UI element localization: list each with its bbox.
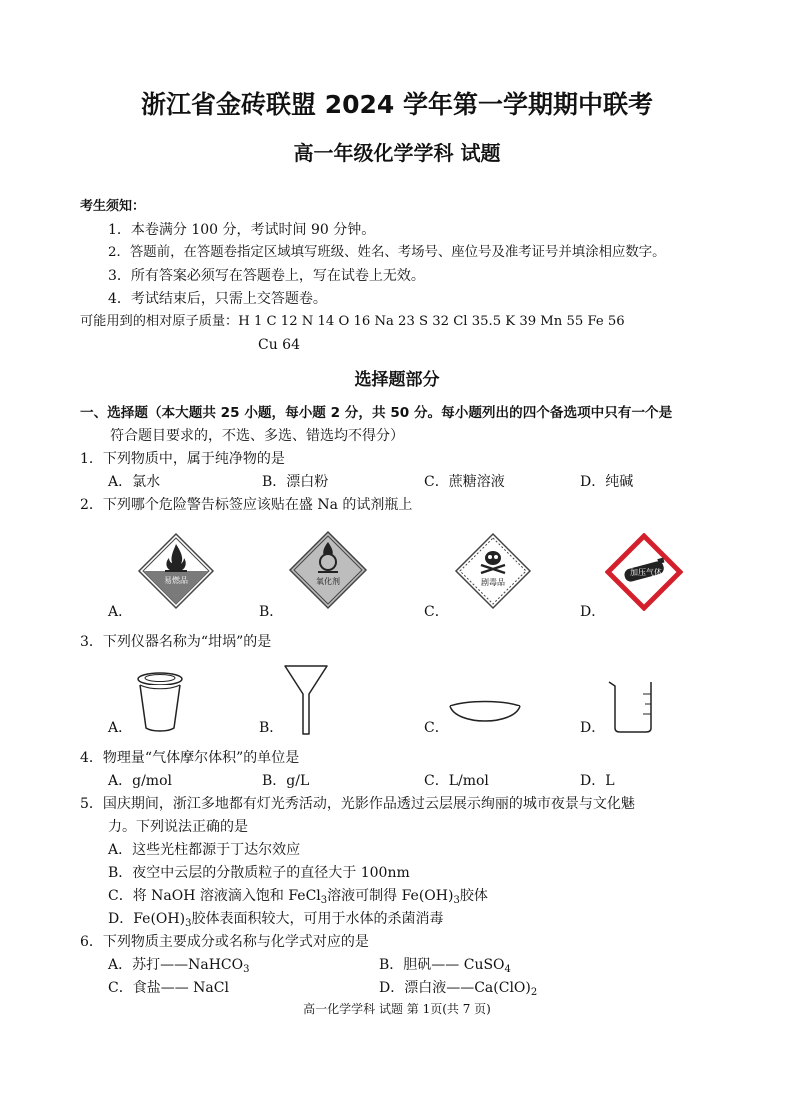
notice-item-2: 2．答题前，在答题卷指定区域填写班级、姓名、考场号、座位号及准考证号并填涂相应数字。 [108, 245, 666, 260]
q5-option-c[interactable]: C．将 NaOH 溶液滴入饱和 FeCl$_3$溶液可制得 $Fe(OH)_3$胶体 [108, 888, 488, 906]
toxic-label-text: 剧毒品 [481, 578, 505, 587]
flammable-label-text: 易燃品 [164, 576, 188, 585]
q2-stem: 2．下列哪个危险警告标签应该贴在盛 Na 的试剂瓶上 [80, 497, 413, 513]
q5-stem-line-1: 5．国庆期间，浙江多地都有灯光秀活动，光影作品透过云层展示绚丽的城市夜景与文化魅 [80, 796, 635, 812]
q5-option-a[interactable]: A．这些光柱都源于丁达尔效应 [108, 842, 301, 858]
q6-option-c[interactable]: C．食盐—— NaCl [108, 980, 229, 996]
q2-option-a[interactable]: A． [108, 604, 133, 620]
q6-option-d[interactable]: D．漂白液$——Ca(ClO)_2$ [379, 980, 538, 998]
q5-stem-line-2: 力。下列说法正确的是 [108, 819, 248, 835]
q1-option-c[interactable]: C．蔗糖溶液 [424, 474, 505, 490]
q3-option-b[interactable]: B． [259, 720, 284, 736]
exam-title: 浙江省金砖联盟 2024 学年第一学期期中联考 [141, 90, 653, 119]
flammable-label-icon[interactable] [137, 532, 215, 610]
q6-option-b[interactable]: B．胆矾—— CuSO$_4$ [379, 957, 511, 975]
notice-item-4: 4．考试结束后，只需上交答题卷。 [108, 291, 327, 307]
q4-option-b[interactable]: B．g/L [262, 773, 310, 789]
compressed-gas-label-text: 加压气体 [630, 568, 662, 577]
beaker-icon[interactable] [607, 680, 657, 734]
exam-subtitle: 高一年级化学学科 试题 [293, 141, 501, 165]
q3-option-c[interactable]: C． [424, 720, 449, 736]
notice-item-1: 1．本卷满分 100 分，考试时间 90 分钟。 [108, 222, 376, 238]
q2-option-b[interactable]: B． [259, 604, 284, 620]
section-intro-text: 一、选择题（本大题共 25 小题，每小题 2 分，共 50 分。每小题列出的四个备选项中只有一个是 [80, 405, 673, 421]
q3-option-a[interactable]: A． [108, 720, 133, 736]
q4-option-d[interactable]: D．L [580, 773, 615, 789]
evaporating-dish-icon[interactable] [448, 696, 522, 730]
q4-option-a[interactable]: A．g/mol [108, 773, 172, 789]
q2-option-d[interactable]: D． [580, 604, 606, 620]
atomic-mass-line-1: 可能用到的相对原子质量：H 1 C 12 N 14 O 16 Na 23 S 32 Cl 35.5 K 39 Mn 55 Fe 56 [80, 314, 625, 329]
q6-stem: 6．下列物质主要成分或名称与化学式对应的是 [80, 934, 369, 950]
q4-option-c[interactable]: C．L/mol [424, 773, 489, 789]
notice-heading: 考生须知： [80, 199, 146, 214]
q6-option-a[interactable]: A．苏打——NaHCO$_3$ [108, 957, 250, 975]
q5-option-b[interactable]: B．夜空中云层的分散质粒子的直径大于 100nm [108, 865, 410, 881]
compressed-gas-label-icon[interactable] [605, 533, 683, 611]
section-title: 选择题部分 [354, 370, 440, 390]
section-intro-line-1 [80, 404, 672, 422]
q2-option-c[interactable]: C． [424, 604, 449, 620]
funnel-icon[interactable] [283, 664, 329, 736]
notice-item-3: 3．所有答案必须写在答题卷上，写在试卷上无效。 [108, 268, 425, 284]
q1-option-b[interactable]: B．漂白粉 [262, 474, 329, 490]
q1-option-a[interactable]: A．氯水 [108, 474, 161, 490]
section-intro-line-2: 符合题目要求的，不选、多选、错选均不得分） [110, 428, 404, 444]
page-footer: 高一化学学科 试题 第 1页(共 7 页) [303, 1002, 491, 1016]
crucible-icon[interactable] [132, 670, 188, 734]
q1-option-d[interactable]: D．纯碱 [580, 474, 634, 490]
toxic-label-icon[interactable] [454, 532, 532, 610]
q3-option-d[interactable]: D． [580, 720, 606, 736]
oxidizer-label-icon[interactable] [288, 530, 368, 610]
q1-stem: 1．下列物质中，属于纯净物的是 [80, 451, 285, 467]
oxidizer-label-text: 氧化剂 [316, 577, 340, 586]
atomic-mass-line-2: Cu 64 [258, 337, 300, 353]
q5-option-d[interactable]: D．$Fe(OH)_3$胶体表面积较大，可用于水体的杀菌消毒 [108, 911, 444, 929]
q3-stem: 3．下列仪器名称为“坩埚”的是 [80, 634, 272, 650]
q4-stem: 4．物理量“气体摩尔体积”的单位是 [80, 750, 300, 766]
